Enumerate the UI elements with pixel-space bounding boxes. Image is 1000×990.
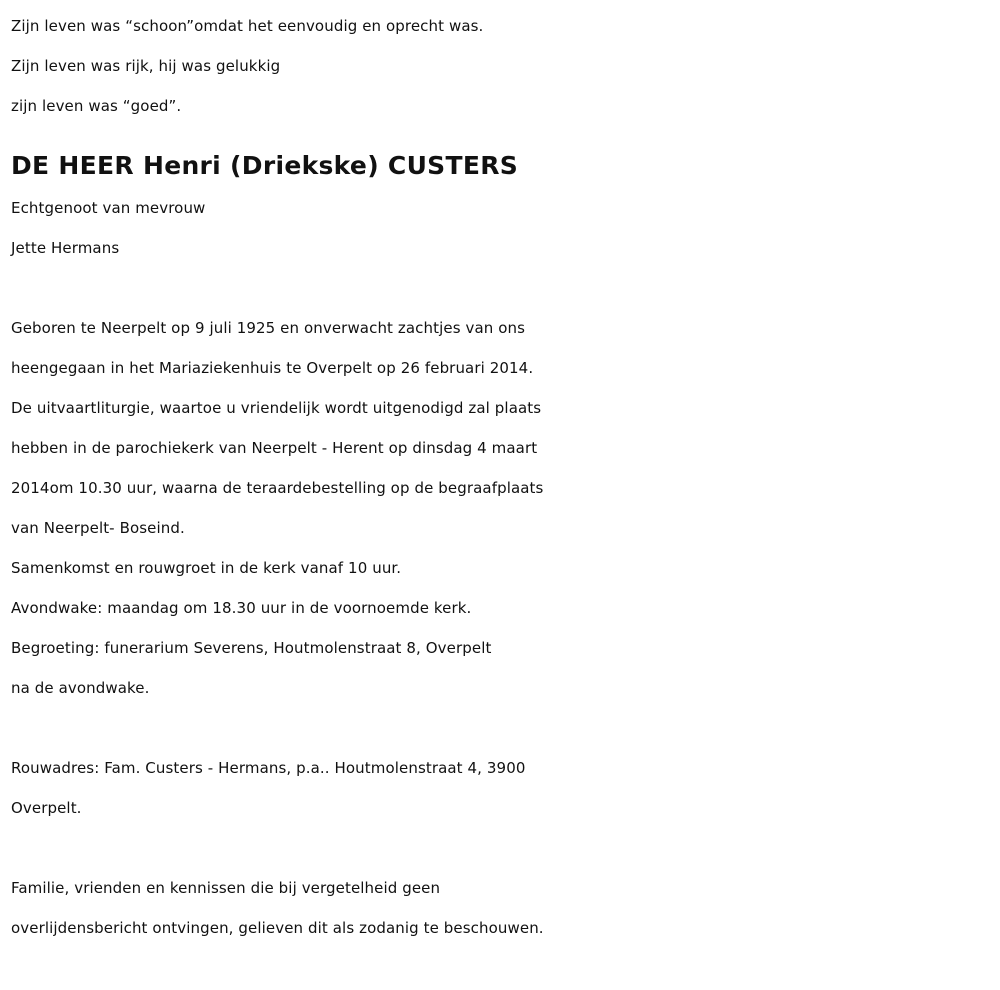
closing-note-line: Familie, vrienden en kennissen die bij vergetelheid geen: [11, 879, 441, 897]
announcement-line: Avondwake: maandag om 18.30 uur in de voornoemde kerk.: [11, 599, 472, 617]
announcement-block: [11, 308, 991, 708]
spouse-line: Echtgenoot van mevrouw: [11, 199, 206, 217]
closing-note-block: [11, 868, 991, 948]
announcement-line: na de avondwake.: [11, 679, 150, 697]
spacer: [11, 268, 991, 308]
announcement-line: hebben in de parochiekerk van Neerpelt - Herent op dinsdag 4 maart: [11, 439, 538, 457]
spouse-line: Jette Hermans: [11, 239, 120, 257]
announcement-line: van Neerpelt- Boseind.: [11, 519, 185, 537]
motto-block: [11, 6, 991, 126]
announcement-line: 2014om 10.30 uur, waarna de teraardebestelling op de begraafplaats: [11, 479, 544, 497]
deceased-name: DE HEER Henri (Driekske) CUSTERS: [11, 151, 519, 180]
mourning-address-line: Rouwadres: Fam. Custers - Hermans, p.a.. Houtmolenstraat 4, 3900: [11, 759, 526, 777]
spouse-block: [11, 188, 991, 268]
spacer: [11, 708, 991, 748]
motto-line: zijn leven was “goed”.: [11, 97, 182, 115]
obituary-document: [11, 6, 991, 948]
announcement-line: Geboren te Neerpelt op 9 juli 1925 en onverwacht zachtjes van ons: [11, 319, 526, 337]
mourning-address-block: [11, 748, 991, 828]
announcement-line: De uitvaartliturgie, waartoe u vriendelijk wordt uitgenodigd zal plaats: [11, 399, 542, 417]
announcement-line: Begroeting: funerarium Severens, Houtmolenstraat 8, Overpelt: [11, 639, 492, 657]
spacer: [11, 828, 991, 868]
announcement-line: heengegaan in het Mariaziekenhuis te Overpelt op 26 februari 2014.: [11, 359, 534, 377]
announcement-line: Samenkomst en rouwgroet in de kerk vanaf 10 uur.: [11, 559, 402, 577]
motto-line: Zijn leven was “schoon”omdat het eenvoudig en oprecht was.: [11, 17, 484, 35]
closing-note-line: overlijdensbericht ontvingen, gelieven dit als zodanig te beschouwen.: [11, 919, 544, 937]
mourning-address-line: Overpelt.: [11, 799, 82, 817]
motto-line: Zijn leven was rijk, hij was gelukkig: [11, 57, 281, 75]
